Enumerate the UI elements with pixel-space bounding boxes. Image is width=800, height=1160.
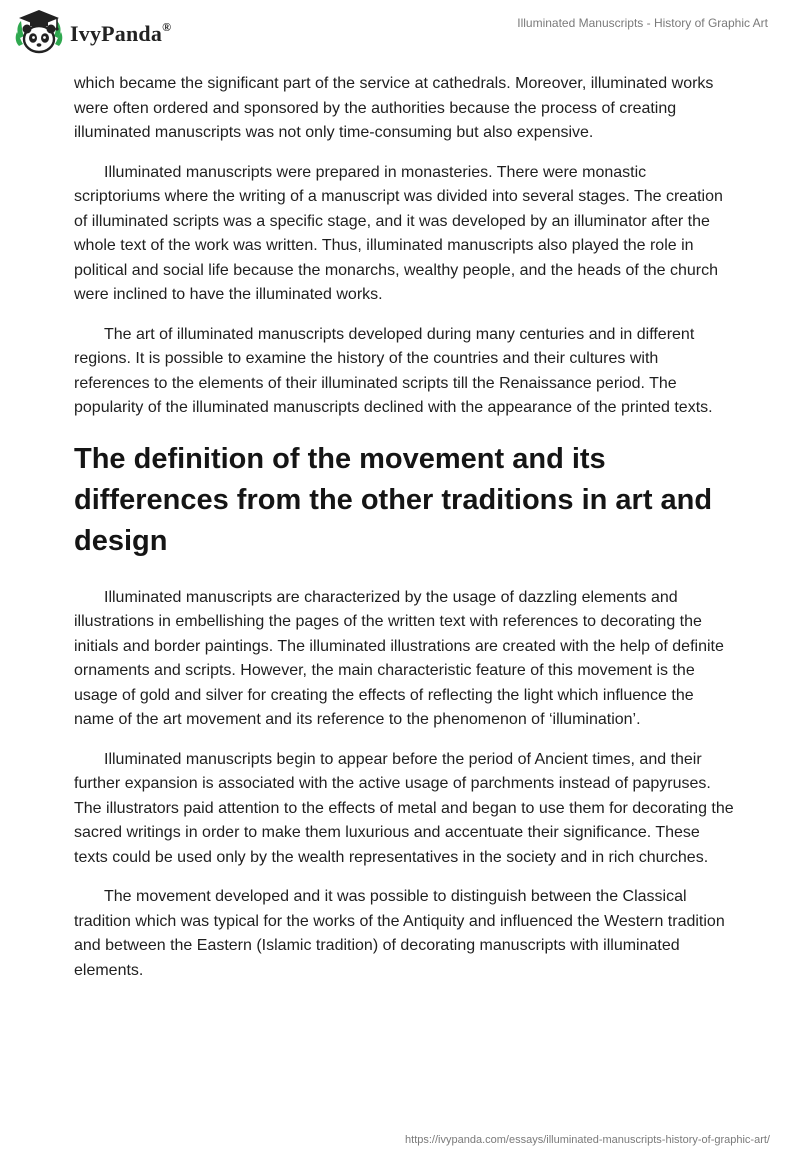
paragraph-3: The art of illuminated manuscripts developed during many centuries and in different regions. It is possible to examine the history of the countries and their cultures with references to the elements of their illuminated scripts till the Renaissance period. The popularity of the illuminated manuscripts declined with the appearance of the printed texts. bbox=[74, 325, 713, 416]
paragraph-6: The movement developed and it was possible to distinguish between the Classical tradition which was typical for the works of the Antiquity and influenced the Western tradition and between the Eastern (Islamic tradition) of decorating manuscripts with illuminated elements. bbox=[74, 888, 725, 979]
paragraph-4: Illuminated manuscripts are characterized by the usage of dazzling elements and illustrations in embellishing the pages of the written text with references to decorating the initials and border paintings. The illuminated illustrations are created with the help of definite ornaments and scripts. However, the main characteristic feature of this movement is the usage of gold and silver for creating the effects of reflecting the light which influence the name of the art movement and its reference to the phenomenon of ‘illumination’. bbox=[74, 588, 724, 728]
source-url[interactable]: https://ivypanda.com/essays/illuminated-manuscripts-history-of-graphic-art/ bbox=[405, 1134, 770, 1146]
registered-mark: ® bbox=[162, 19, 172, 34]
paragraph-1: which became the significant part of the service at cathedrals. Moreover, illuminated works were often ordered and sponsored by the authorities because the process of creating illuminated manuscripts was not only time-consuming but also expensive. bbox=[74, 75, 714, 141]
brand-name-text: IvyPanda bbox=[70, 21, 163, 46]
brand-name bbox=[70, 21, 171, 47]
ivypanda-logo[interactable] bbox=[14, 8, 171, 56]
section-heading: The definition of the movement and its differences from the other traditions in art and design bbox=[74, 442, 713, 557]
paragraph-5: Illuminated manuscripts begin to appear before the period of Ancient times, and their further expansion is associated with the active usage of parchments instead of papyruses. The illustrators paid attention to the effects of metal and began to use them for decorating the sacred writings in order to make them luxurious and accentuate their significance. These texts could be used only by the wealth representatives in the society and in rich churches. bbox=[74, 750, 734, 866]
essay-content bbox=[74, 72, 734, 998]
page-header bbox=[0, 0, 800, 64]
panda-graduation-cap-icon bbox=[14, 8, 64, 56]
document-title: Illuminated Manuscripts - History of Graphic Art bbox=[517, 16, 768, 30]
paragraph-2: Illuminated manuscripts were prepared in monasteries. There were monastic scriptoriums where the writing of a manuscript was divided into several stages. The creation of illuminated scripts was a specific stage, and it was developed by an illuminator after the whole text of the work was written. Thus, illuminated manuscripts also played the role in political and social life because the monarchs, wealthy people, and the heads of the church were inclined to have the illuminated works. bbox=[74, 163, 723, 303]
